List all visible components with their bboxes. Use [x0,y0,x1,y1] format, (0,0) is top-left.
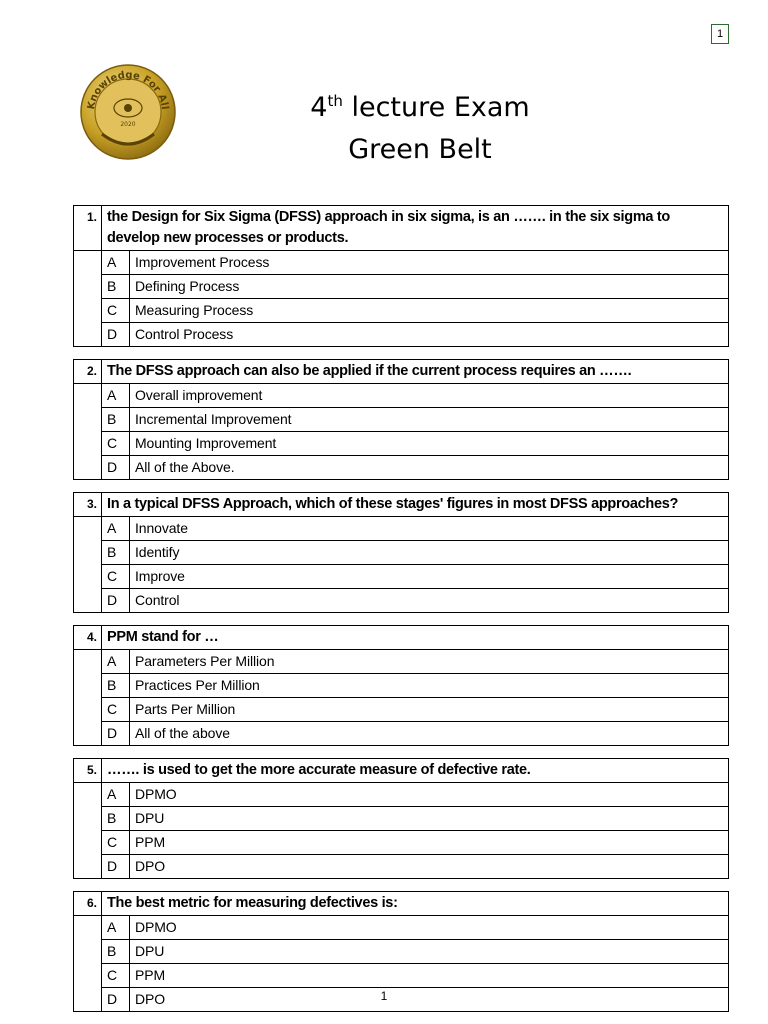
option-text: DPMO [130,916,729,940]
blank-cell [74,855,102,879]
answer-option-row [74,251,729,275]
answer-option-row [74,674,729,698]
option-letter: D [102,855,130,879]
option-text: Parameters Per Million [130,650,729,674]
option-text: Identify [130,541,729,565]
blank-cell [74,456,102,480]
answer-option-row [74,323,729,347]
page-title [260,80,580,171]
option-letter: B [102,674,130,698]
option-text: All of the above [130,722,729,746]
option-text: Control [130,589,729,613]
option-letter: C [102,698,130,722]
blank-cell [74,251,102,275]
question-table [73,359,729,480]
blank-cell [74,565,102,589]
question-text: ……. is used to get the more accurate measure of defective rate. [102,759,729,783]
answer-option-row [74,916,729,940]
option-letter: D [102,722,130,746]
blank-cell [74,783,102,807]
option-letter: D [102,323,130,347]
option-text: Improvement Process [130,251,729,275]
option-letter: B [102,408,130,432]
option-letter: A [102,783,130,807]
option-letter: C [102,964,130,988]
option-letter: C [102,432,130,456]
option-text: DPMO [130,783,729,807]
option-text: Incremental Improvement [130,408,729,432]
answer-option-row [74,432,729,456]
option-text: DPU [130,940,729,964]
blank-cell [74,432,102,456]
answer-option-row [74,855,729,879]
answer-option-row [74,831,729,855]
option-text: Mounting Improvement [130,432,729,456]
answer-option-row [74,722,729,746]
option-letter: B [102,807,130,831]
answer-option-row [74,650,729,674]
blank-cell [74,323,102,347]
footer-page-number: 1 [380,989,388,1003]
option-text: Innovate [130,517,729,541]
svg-text:Knowledge For All: Knowledge For All [85,69,170,111]
option-text: Defining Process [130,275,729,299]
option-letter: A [102,650,130,674]
option-text: PPM [130,831,729,855]
option-text: Overall improvement [130,384,729,408]
questions-list [73,205,729,1024]
blank-cell [74,698,102,722]
question-text: The best metric for measuring defectives is: [102,892,729,916]
blank-cell [74,517,102,541]
question-table [73,492,729,613]
option-letter: B [102,940,130,964]
option-letter: A [102,384,130,408]
question-number: 1. [74,206,102,251]
option-letter: A [102,517,130,541]
question-text: The DFSS approach can also be applied if the current process requires an ……. [102,360,729,384]
answer-option-row [74,541,729,565]
blank-cell [74,384,102,408]
question-table [73,625,729,746]
knowledge-for-all-logo [80,64,176,160]
option-text: Parts Per Million [130,698,729,722]
answer-option-row [74,275,729,299]
option-letter: C [102,831,130,855]
answer-option-row [74,698,729,722]
option-text: Practices Per Million [130,674,729,698]
option-text: Measuring Process [130,299,729,323]
option-letter: B [102,541,130,565]
option-letter: D [102,988,130,1012]
blank-cell [74,275,102,299]
question-table [73,758,729,879]
blank-cell [74,940,102,964]
answer-option-row [74,456,729,480]
blank-cell [74,541,102,565]
page-number-box: 1 [711,24,729,44]
option-letter: A [102,251,130,275]
option-letter: C [102,299,130,323]
blank-cell [74,831,102,855]
answer-option-row [74,517,729,541]
question-text: PPM stand for … [102,626,729,650]
option-text: All of the Above. [130,456,729,480]
answer-option-row [74,299,729,323]
question-text: In a typical DFSS Approach, which of these stages' figures in most DFSS approaches? [102,493,729,517]
question-number: 5. [74,759,102,783]
blank-cell [74,807,102,831]
svg-text:2020: 2020 [120,121,136,128]
answer-option-row [74,940,729,964]
answer-option-row [74,589,729,613]
option-letter: C [102,565,130,589]
option-letter: A [102,916,130,940]
option-letter: D [102,456,130,480]
question-table [73,205,729,347]
option-text: DPO [130,855,729,879]
option-text: Improve [130,565,729,589]
blank-cell [74,650,102,674]
answer-option-row [74,565,729,589]
answer-option-row [74,807,729,831]
option-letter: B [102,275,130,299]
blank-cell [74,299,102,323]
blank-cell [74,916,102,940]
answer-option-row [74,384,729,408]
title-line-1: 4th lecture Exam [310,92,530,123]
question-text: the Design for Six Sigma (DFSS) approach in six sigma, is an ……. in the six sigma to develop new processes or products. [102,206,729,251]
option-text: DPU [130,807,729,831]
answer-option-row [74,964,729,988]
question-number: 3. [74,493,102,517]
blank-cell [74,964,102,988]
blank-cell [74,589,102,613]
option-text: DPO [130,988,729,1012]
answer-option-row [74,783,729,807]
question-number: 2. [74,360,102,384]
blank-cell [74,674,102,698]
question-number: 6. [74,892,102,916]
question-number: 4. [74,626,102,650]
option-text: PPM [130,964,729,988]
blank-cell [74,408,102,432]
title-line-2: Green Belt [348,134,492,165]
answer-option-row [74,408,729,432]
option-text: Control Process [130,323,729,347]
blank-cell [74,722,102,746]
option-letter: D [102,589,130,613]
